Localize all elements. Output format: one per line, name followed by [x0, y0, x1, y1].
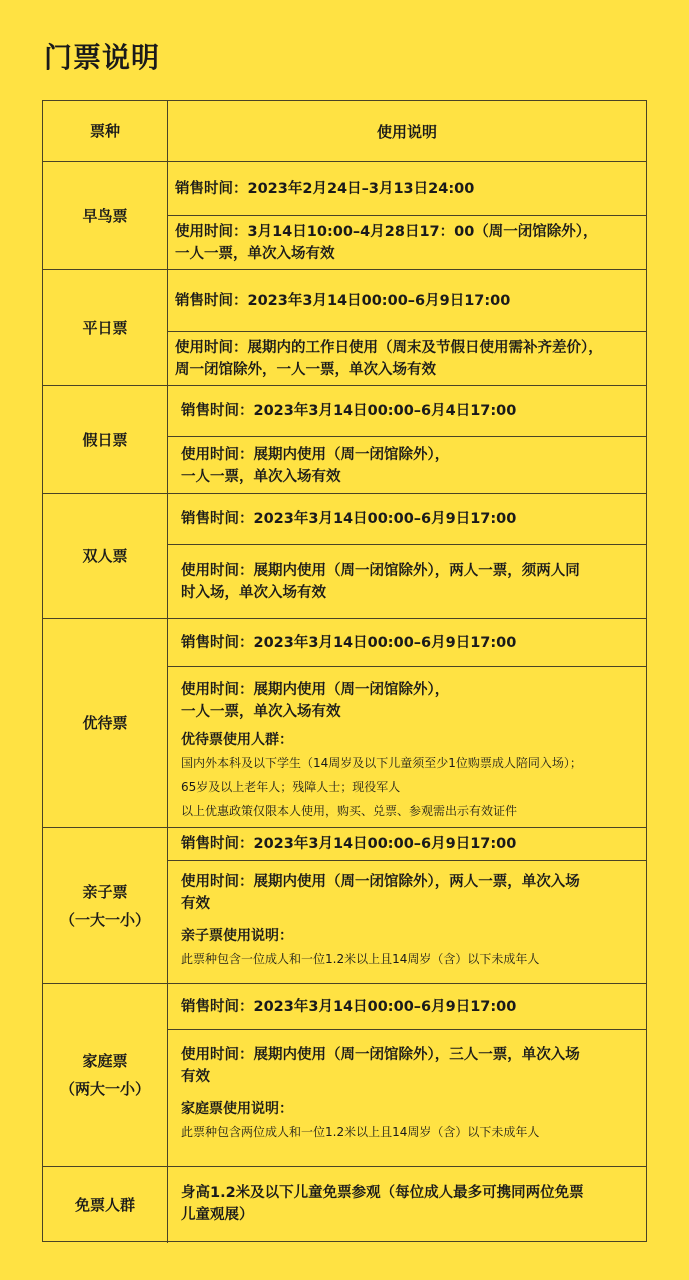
ticket-name: 双人票 [43, 494, 168, 618]
ticket-name: 亲子票 （一大一小） [43, 828, 168, 983]
ticket-name: 家庭票 （两大一小） [43, 984, 168, 1166]
ticket-row-holiday [43, 386, 646, 494]
note-line: 以上优惠政策仅限本人使用，购买、兑票、参观需出示有效证件 [181, 804, 518, 818]
ticket-name: 平日票 [43, 270, 168, 385]
ticket-row-double [43, 494, 646, 619]
sale-time: 销售时间：2023年3月14日00:00–6月4日17:00 [168, 386, 646, 437]
use-time: 使用时间：展期内的工作日使用（周末及节假日使用需补齐差价）， 周一闭馆除外，一人一票，单次入场有效 [175, 340, 603, 378]
page-title: 门票说明 [44, 41, 161, 74]
sale-time: 销售时间：2023年3月14日00:00–6月9日17:00 [168, 619, 646, 667]
use-time: 身高1.2米及以下儿童免票参观（每位成人最多可携同两位免票 儿童观展） [181, 1185, 584, 1223]
ticket-row-weekday [43, 270, 646, 386]
ticket-row-concession [43, 619, 646, 828]
use-time: 使用时间：展期内使用（周一闭馆除外），三人一票，单次入场 有效 家庭票使用说明： 此票种包含两位成人和一位1.2米以上且14周岁（含）以下未成年人 [168, 1030, 646, 1167]
use-time: 使用时间：展期内使用（周一闭馆除外），两人一票，单次入场 有效 亲子票使用说明： 此票种包含一位成人和一位1.2米以上且14周岁（含）以下未成年人 [168, 861, 646, 984]
ticket-name: 优待票 [43, 619, 168, 827]
use-time: 使用时间：展期内使用（周一闭馆除外）， 一人一票，单次入场有效 优待票使用人群： 国内外本科及以下学生（14周岁及以下儿童须至少1位购票成人陪同入场）； 65岁及以上老年人；残障人士；现役军人 以上优惠政策仅限本人使用，购买、兑票、参观需出示有效证件 [168, 667, 646, 828]
sale-time: 销售时间：2023年3月14日00:00–6月9日17:00 [168, 494, 646, 545]
header-usage: 使用说明 [376, 122, 437, 141]
sale-time: 销售时间：2023年2月24日–3月13日24:00 [168, 162, 646, 216]
ticket-row-parent-child [43, 828, 646, 984]
note-title: 亲子票使用说明： [181, 928, 293, 944]
ticket-name: 假日票 [43, 386, 168, 493]
note-line: 国内外本科及以下学生（14周岁及以下儿童须至少1位购票成人陪同入场）； [181, 756, 582, 770]
sale-time: 销售时间：2023年3月14日00:00–6月9日17:00 [168, 828, 646, 861]
note-line: 此票种包含两位成人和一位1.2米以上且14周岁（含）以下未成年人 [181, 1125, 540, 1139]
ticket-row-family [43, 984, 646, 1167]
use-time: 使用时间：展期内使用（周一闭馆除外），两人一票，须两人同 时入场，单次入场有效 [181, 563, 580, 601]
note-title: 优待票使用人群： [181, 732, 293, 748]
ticket-name: 早鸟票 [43, 162, 168, 269]
ticket-name: 免票人群 [43, 1167, 168, 1243]
ticket-table [42, 100, 647, 1242]
header-ticket-type: 票种 [43, 101, 168, 161]
sale-time: 销售时间：2023年3月14日00:00–6月9日17:00 [168, 270, 646, 332]
note-line: 此票种包含一位成人和一位1.2米以上且14周岁（含）以下未成年人 [181, 952, 540, 966]
ticket-row-free [43, 1167, 646, 1243]
ticket-row-early-bird [43, 162, 646, 270]
note-line: 65岁及以上老年人；残障人士；现役军人 [181, 780, 401, 794]
note-title: 家庭票使用说明： [181, 1101, 293, 1117]
use-time: 使用时间：展期内使用（周一闭馆除外）， 一人一票，单次入场有效 [181, 446, 450, 485]
table-header-row [43, 101, 646, 162]
sale-time: 销售时间：2023年3月14日00:00–6月9日17:00 [168, 984, 646, 1030]
use-time: 使用时间：3月14日10:00–4月28日17：00（周一闭馆除外）， 一人一票，单次入场有效 [175, 224, 598, 262]
